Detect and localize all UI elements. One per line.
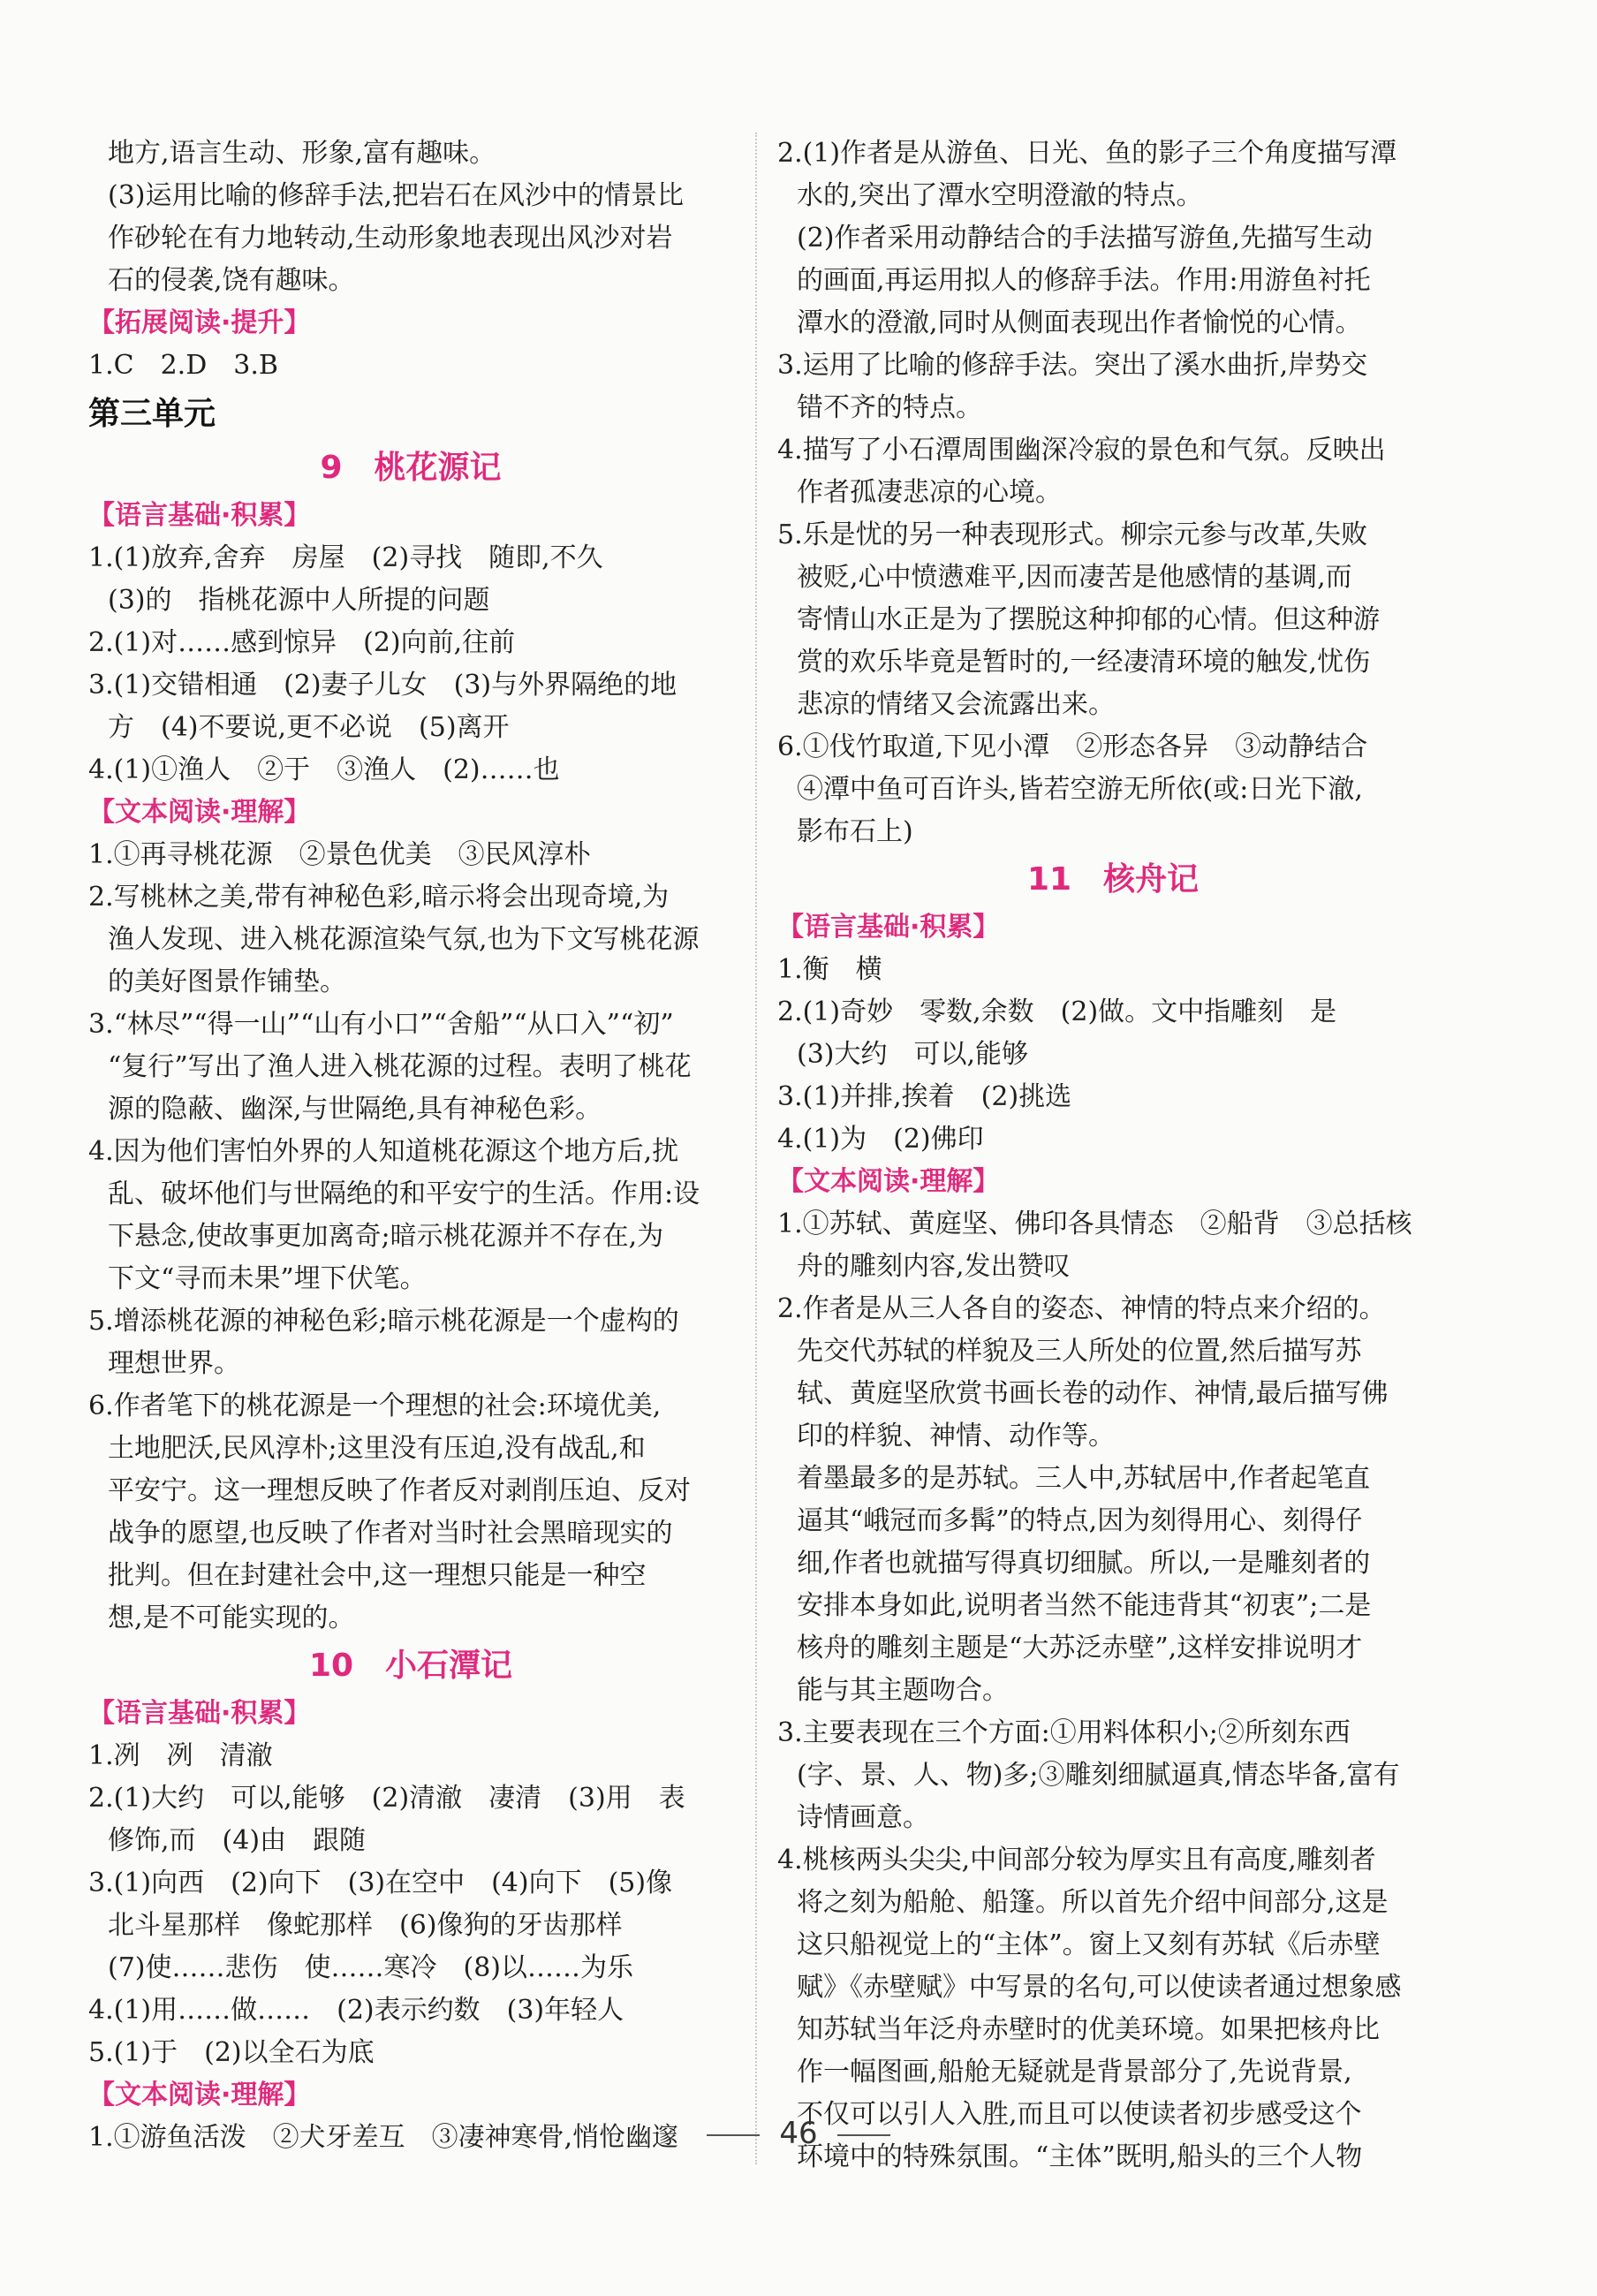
section-tag: 【文本阅读·理解】 [777,1166,1000,1197]
section-tag: 【语言基础·积累】 [777,912,1000,943]
page-number: 46 [779,2116,818,2151]
answer-line: 逼其“峨冠而多髯”的特点,因为刻得用心、刻得仔 [797,1505,1363,1536]
answer-line: (3)的 指桃花源中人所提的问题 [108,585,490,616]
answer-line: 下文“寻而未果”埋下伏笔。 [108,1263,427,1294]
answer-line: 舟的雕刻内容,发出赞叹 [797,1251,1071,1282]
answer-line: 地方,语言生动、形象,富有趣味。 [108,138,496,169]
answer-line: 细,作者也就描写得真切细腻。所以,一是雕刻者的 [797,1548,1371,1579]
section-tag: 【拓展阅读·提升】 [88,307,311,338]
answer-line: 1.①游鱼活泼 ②犬牙差互 ③凄神寒骨,悄怆幽邃 [88,2122,679,2153]
answer-line: ④潭中鱼可百许头,皆若空游无所依(或:日光下澈, [797,774,1363,805]
answer-line: 环境中的特殊氛围。“主体”既明,船头的三个人物 [797,2141,1363,2172]
lesson-title: 10 小石潭记 [308,1648,513,1684]
answer-line: 乱、破坏他们与世隔绝的和平安宁的生活。作用:设 [108,1178,700,1209]
answer-line: 方 (4)不要说,更不必说 (5)离开 [108,712,510,743]
answer-line: 3.(1)交错相通 (2)妻子儿女 (3)与外界隔绝的地 [88,670,677,701]
answer-line: (7)使……悲伤 使……寒冷 (8)以……为乐 [108,1952,633,1983]
lesson-title: 9 桃花源记 [320,450,502,486]
footer-dash-left [707,2134,760,2136]
answer-line: 将之刻为船舱、船篷。所以首先介绍中间部分,这是 [797,1887,1389,1918]
answer-line: 平安宁。这一理想反映了作者反对剥削压迫、反对 [108,1475,691,1506]
answer-line: 3.运用了比喻的修辞手法。突出了溪水曲折,岸势交 [777,350,1368,381]
right-column [777,133,1449,2179]
answer-line: 5.(1)于 (2)以全石为底 [88,2037,375,2068]
answer-line: 的美好图景作铺垫。 [108,966,346,997]
footer-dash-right [837,2134,890,2136]
answer-line: 赏的欢乐毕竟是暂时的,一经凄清环境的触发,忧伤 [797,647,1371,678]
answer-line: 先交代苏轼的样貌及三人所处的位置,然后描写苏 [797,1336,1362,1367]
answer-line: “复行”写出了渔人进入桃花源的过程。表明了桃花 [108,1051,692,1082]
answer-line: 石的侵袭,饶有趣味。 [108,265,355,296]
answer-line: 赋》《赤壁赋》中写景的名句,可以使读者通过想象感 [797,1972,1402,2003]
answer-line: (3)运用比喻的修辞手法,把岩石在风沙中的情景比 [108,180,685,211]
answer-line: 3.“林尽”“得一山”“山有小口”“舍船”“从口入”“初” [88,1009,674,1040]
page-number-footer [0,2116,1597,2151]
section-tag: 【文本阅读·理解】 [88,797,311,828]
answer-line: 1.衡 横 [777,954,882,985]
answer-line: (3)大约 可以,能够 [797,1039,1029,1070]
answer-line: 安排本身如此,说明者当然不能违背其“初衷”;二是 [797,1590,1372,1621]
answer-line: 被贬,心中愤懑难平,因而凄苦是他感情的基调,而 [797,562,1352,593]
answer-line: 轼、黄庭坚欣赏书画长卷的动作、神情,最后描写佛 [797,1378,1389,1409]
answer-line: 5.增添桃花源的神秘色彩;暗示桃花源是一个虚构的 [88,1306,679,1337]
answer-line: 2.(1)奇妙 零数,余数 (2)做。文中指雕刻 是 [777,996,1337,1027]
answer-line: 1.C 2.D 3.B [88,350,278,381]
answer-line: 源的隐蔽、幽深,与世隔绝,具有神秘色彩。 [108,1094,602,1125]
answer-line: 2.写桃林之美,带有神秘色彩,暗示将会出现奇境,为 [88,882,670,913]
answer-line: 3.(1)并排,挨着 (2)挑选 [777,1081,1072,1112]
left-column [88,133,733,2159]
unit-heading: 第三单元 [88,396,216,432]
answer-line: 不仅可以引人入胜,而且可以使读者初步感受这个 [797,2099,1362,2130]
answer-line: 作者孤凄悲凉的心境。 [797,477,1062,508]
answer-line: 这只船视觉上的“主体”。窗上又刻有苏轼《后赤壁 [797,1929,1381,1960]
answer-line: 悲凉的情绪又会流露出来。 [797,689,1115,720]
answer-line: 2.(1)作者是从游鱼、日光、鱼的影子三个角度描写潭 [777,138,1397,169]
answer-line: 4.因为他们害怕外界的人知道桃花源这个地方后,扰 [88,1136,679,1167]
answer-line: 2.(1)大约 可以,能够 (2)清澈 凄清 (3)用 表 [88,1783,685,1814]
answer-line: 1.(1)放弃,舍弃 房屋 (2)寻找 随即,不久 [88,542,603,573]
answer-line: 2.(1)对……感到惊异 (2)向前,往前 [88,627,516,658]
section-tag: 【语言基础·积累】 [88,1698,311,1729]
answer-line: 4.(1)为 (2)佛印 [777,1124,984,1155]
answer-line: 的画面,再运用拟人的修辞手法。作用:用游鱼衬托 [797,265,1371,296]
answer-line: 北斗星那样 像蛇那样 (6)像狗的牙齿那样 [108,1910,623,1941]
answer-line: 作一幅图画,船舱无疑就是背景部分了,先说背景, [797,2057,1352,2088]
answer-line: 水的,突出了潭水空明澄澈的特点。 [797,180,1203,211]
answer-line: 核舟的雕刻主题是“大苏泛赤壁”,这样安排说明才 [797,1633,1363,1663]
answer-line: 4.(1)用……做…… (2)表示约数 (3)年轻人 [88,1995,624,2026]
answer-line: 土地肥沃,民风淳朴;这里没有压迫,没有战乱,和 [108,1433,646,1464]
answer-line: 寄情山水正是为了摆脱这种抑郁的心情。但这种游 [797,604,1380,635]
answer-line: (字、景、人、物)多;③雕刻细腻逼真,情态毕备,富有 [797,1760,1400,1791]
answer-line: 知苏轼当年泛舟赤壁时的优美环境。如果把核舟比 [797,2014,1380,2045]
answer-line: 战争的愿望,也反映了作者对当时社会黑暗现实的 [108,1518,673,1549]
answer-line: 5.乐是忧的另一种表现形式。柳宗元参与改革,失败 [777,519,1368,550]
answer-line: 能与其主题吻合。 [797,1675,1009,1706]
answer-line: 潭水的澄澈,同时从侧面表现出作者愉悦的心情。 [797,307,1362,338]
answer-line: 渔人发现、进入桃花源渲染气氛,也为下文写桃花源 [108,924,700,955]
answer-line: 1.冽 冽 清澈 [88,1740,273,1771]
answer-line: 印的样貌、神情、动作等。 [797,1421,1115,1451]
answer-line: 理想世界。 [108,1348,240,1379]
answer-line: 影布石上) [797,816,913,847]
answer-line: 1.①苏轼、黄庭坚、佛印各具情态 ②船背 ③总括核 [777,1209,1412,1239]
answer-line: 6.作者笔下的桃花源是一个理想的社会:环境优美, [88,1390,662,1421]
answer-line: 下悬念,使故事更加离奇;暗示桃花源并不存在,为 [108,1221,664,1252]
answer-line: 作砂轮在有力地转动,生动形象地表现出风沙对岩 [108,223,673,254]
answer-line: 着墨最多的是苏轼。三人中,苏轼居中,作者起笔直 [797,1463,1371,1494]
lesson-title: 11 核舟记 [1026,861,1200,898]
answer-line: 想,是不可能实现的。 [108,1603,355,1633]
section-tag: 【文本阅读·理解】 [88,2080,311,2110]
answer-line: 3.主要表现在三个方面:①用料体积小;②所刻东西 [777,1717,1351,1748]
answer-line: 修饰,而 (4)由 跟随 [108,1825,367,1856]
answer-line: 4.(1)①渔人 ②于 ③渔人 (2)……也 [88,754,560,785]
answer-line: 诗情画意。 [797,1802,929,1833]
answer-line: 4.桃核两头尖尖,中间部分较为厚实且有高度,雕刻者 [777,1845,1376,1875]
column-divider [755,133,757,2164]
answer-line: (2)作者采用动静结合的手法描写游鱼,先描写生动 [797,223,1374,254]
answer-line: 2.作者是从三人各自的姿态、神情的特点来介绍的。 [777,1293,1386,1324]
answer-line: 1.①再寻桃花源 ②景色优美 ③民风淳朴 [88,839,591,870]
answer-line: 批判。但在封建社会中,这一理想只能是一种空 [108,1560,647,1591]
answer-line: 3.(1)向西 (2)向下 (3)在空中 (4)向下 (5)像 [88,1868,673,1898]
answer-line: 错不齐的特点。 [797,392,982,423]
answer-line: 6.①伐竹取道,下见小潭 ②形态各异 ③动静结合 [777,731,1368,762]
section-tag: 【语言基础·积累】 [88,500,311,531]
answer-line: 4.描写了小石潭周围幽深冷寂的景色和气氛。反映出 [777,435,1386,466]
